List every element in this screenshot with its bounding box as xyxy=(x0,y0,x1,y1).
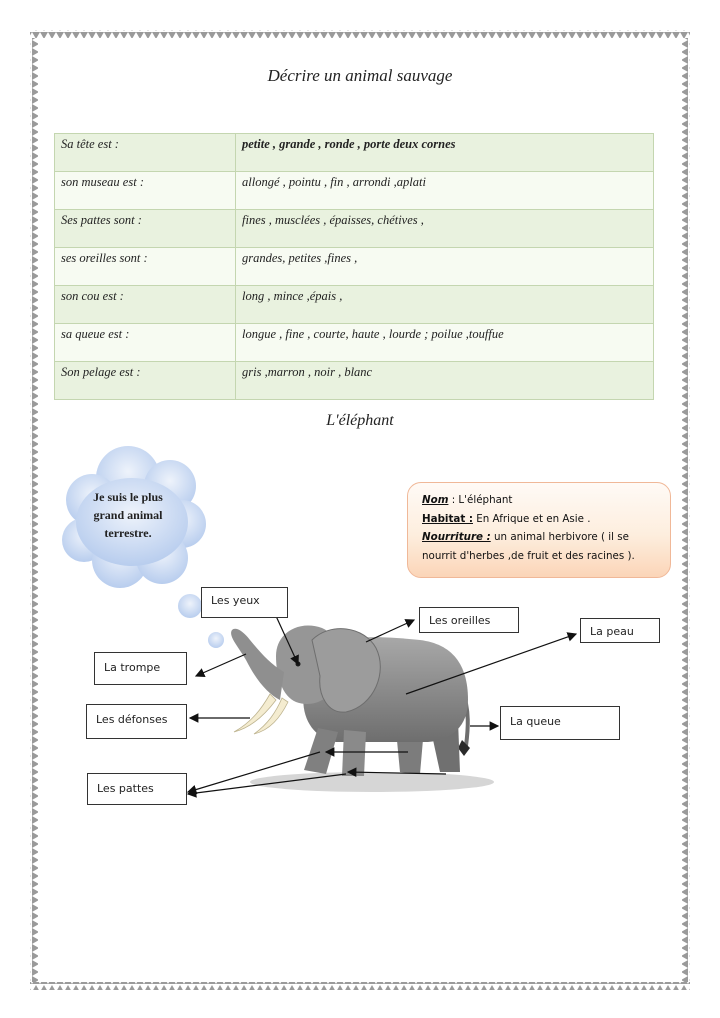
label-eyes: Les yeux xyxy=(201,587,288,618)
label-skin: La peau xyxy=(580,618,660,643)
animal-subtitle: L'éléphant xyxy=(326,412,394,429)
row-value: allongé , pointu , fin , arrondi ,aplati xyxy=(236,172,654,210)
info-card xyxy=(407,482,671,578)
row-label: Son pelage est : xyxy=(55,362,236,400)
row-label: son cou est : xyxy=(55,286,236,324)
info-habitat-value: En Afrique et en Asie . xyxy=(472,512,591,525)
label-legs: Les pattes xyxy=(87,773,187,805)
info-name-value: : L'éléphant xyxy=(448,494,513,506)
info-food-value: un animal herbivore ( il se xyxy=(490,531,629,543)
row-label: son museau est : xyxy=(55,172,236,210)
info-habitat xyxy=(422,510,660,529)
info-food-line2: nourrit d'herbes ,de fruit et des racines ). xyxy=(422,549,635,562)
row-value: longue , fine , courte, haute , lourde ; poilue ,touffue xyxy=(236,324,654,362)
elephant-figure xyxy=(231,626,470,776)
thought-cloud xyxy=(62,446,224,648)
page-title: Décrire un animal sauvage xyxy=(267,66,453,85)
info-name-label: Nom xyxy=(422,494,449,506)
row-value: grandes, petites ,fines , xyxy=(236,248,654,286)
label-tail: La queue xyxy=(500,706,620,740)
label-ears: Les oreilles xyxy=(419,607,519,633)
label-trunk: La trompe xyxy=(94,652,187,685)
row-value: gris ,marron , noir , blanc xyxy=(236,362,654,400)
row-value: long , mince ,épais , xyxy=(236,286,654,324)
label-tusks: Les défonses xyxy=(86,704,187,739)
row-label: ses oreilles sont : xyxy=(55,248,236,286)
info-habitat-label: Habitat : xyxy=(422,512,473,525)
info-food xyxy=(422,528,660,547)
row-value: fines , musclées , épaisses, chétives , xyxy=(236,210,654,248)
cloud-line: grand animal xyxy=(93,508,163,522)
cloud-line: terrestre. xyxy=(104,526,152,540)
row-label: sa queue est : xyxy=(55,324,236,362)
info-name xyxy=(422,491,660,510)
cloud-line: Je suis le plus xyxy=(93,490,163,504)
info-food-label: Nourriture : xyxy=(422,531,491,543)
row-label: Sa tête est : xyxy=(55,134,236,172)
thought-cloud-text xyxy=(80,488,176,542)
row-label: Ses pattes sont : xyxy=(55,210,236,248)
row-value: petite , grande , ronde , porte deux cornes xyxy=(236,134,654,172)
